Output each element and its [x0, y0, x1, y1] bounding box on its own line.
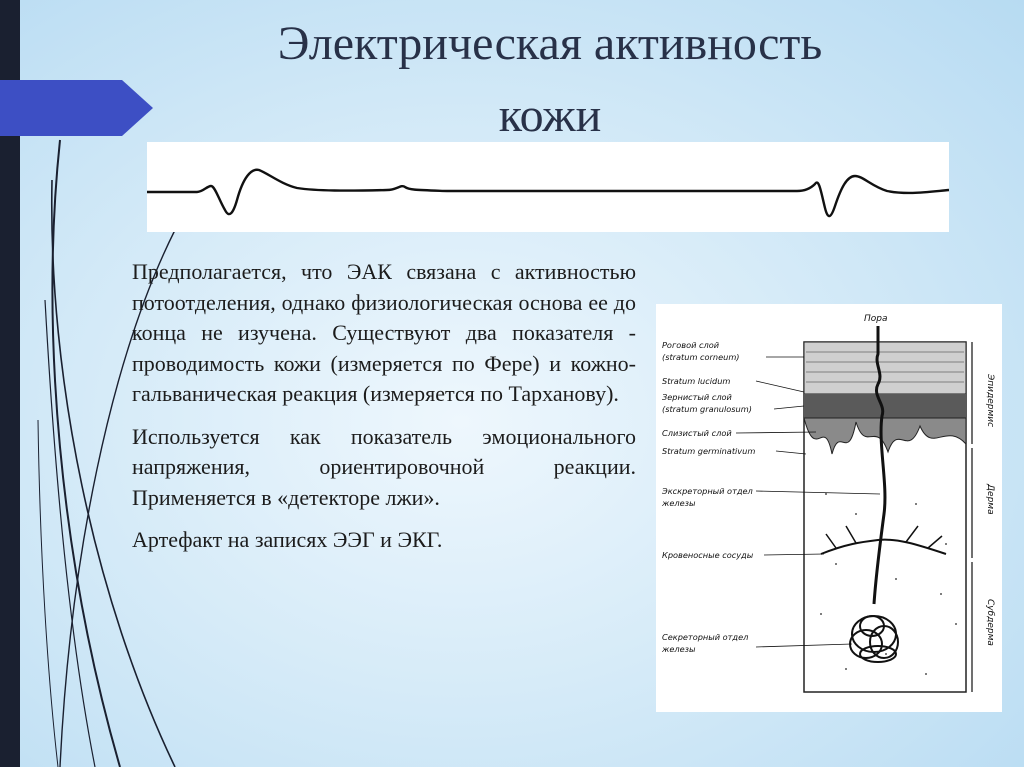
label-germinativum: Stratum germinativum — [662, 446, 756, 456]
label-excretory-2: железы — [662, 498, 696, 508]
layer-dermis: Дерма — [985, 484, 995, 515]
paragraph-2: Используется как показатель эмоционального напряжения, ориентировочной реакции. Применяется в «детекторе лжи». — [132, 423, 636, 510]
label-excretory: Экскреторный отдел — [662, 486, 753, 496]
label-granulosum-latin: (stratum granulosum) — [662, 404, 752, 414]
layer-subdermis: Субдерма — [985, 599, 995, 646]
label-corneum: Роговой слой — [662, 340, 720, 350]
label-corneum-latin: (stratum corneum) — [662, 352, 740, 362]
label-vessels: Кровеносные сосуды — [662, 550, 754, 560]
label-secretory-2: железы — [662, 644, 696, 654]
skin-diagram — [656, 304, 1002, 712]
layer-epidermis: Эпидермис — [985, 374, 995, 428]
eda-waveform — [147, 142, 949, 232]
label-mucous: Слизистый слой — [662, 428, 732, 438]
paragraph-3: Артефакт на записях ЭЭГ и ЭКГ. — [132, 527, 443, 552]
label-granulosum: Зернистый слой — [662, 392, 732, 402]
slide-title-line2: кожи — [498, 89, 602, 142]
label-secretory: Секреторный отдел — [662, 632, 749, 642]
pore-label: Пора — [864, 314, 888, 324]
paragraph-1: Предполагается, что ЭАК связана с активностью потоотделения, однако физиологическая основа ее до конца не изучена. Существуют два показателя - проводимость кожи (измеряется по Фере) и кожно-гальваническая реакция (измеряется по Тарханову). — [132, 259, 636, 406]
body-text — [132, 257, 636, 568]
accent-arrow-shape — [0, 80, 160, 136]
label-lucidum: Stratum lucidum — [662, 376, 731, 386]
slide-title: Электрическая активность — [277, 17, 823, 70]
